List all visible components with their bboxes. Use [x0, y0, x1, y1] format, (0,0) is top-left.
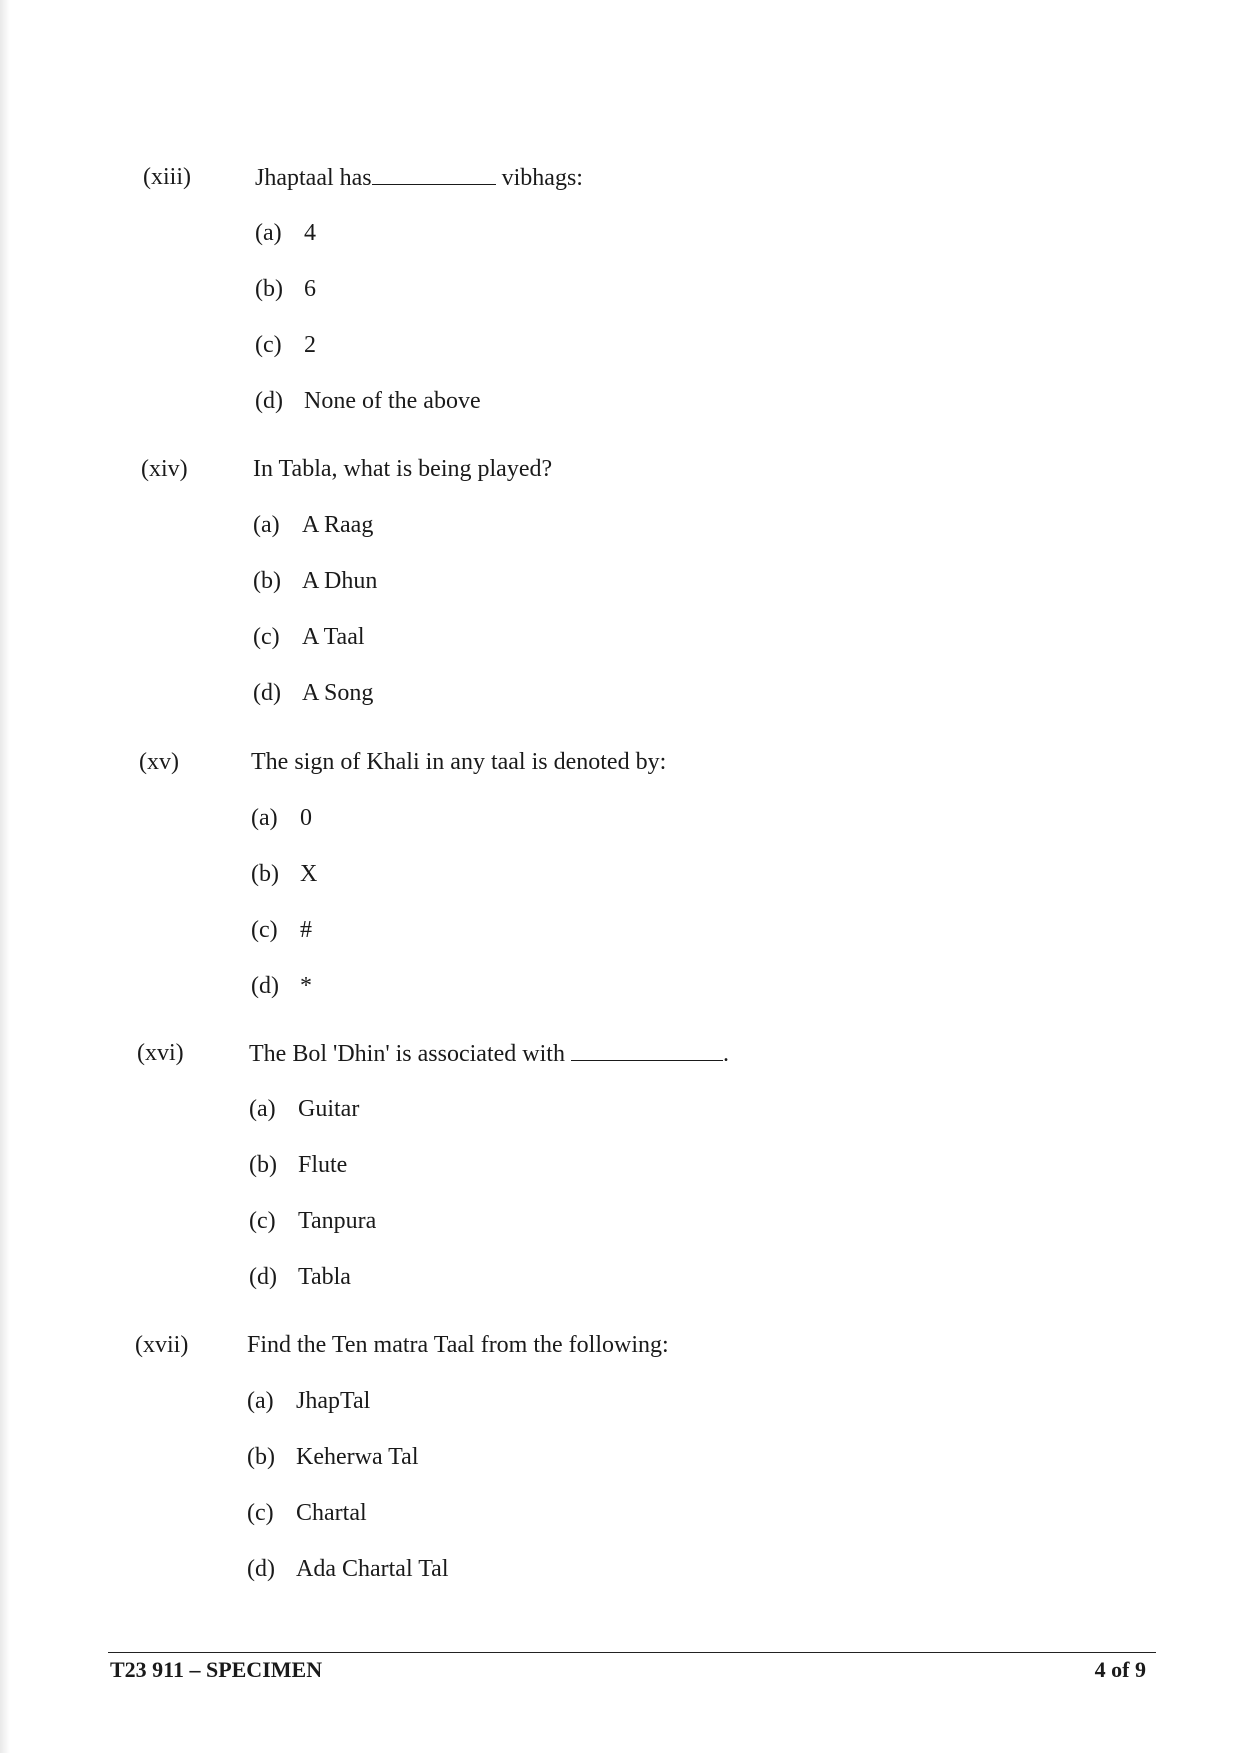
- option-text: A Taal: [302, 624, 365, 650]
- option-letter: (a): [247, 1388, 274, 1414]
- question-text-after: vibhags:: [501, 165, 583, 191]
- option-letter: (b): [247, 1444, 275, 1470]
- option-text: Ada Chartal Tal: [296, 1556, 449, 1582]
- option-text: #: [300, 917, 312, 943]
- option-letter: (b): [251, 861, 279, 887]
- option-text: A Song: [302, 680, 374, 706]
- option-letter: (a): [251, 805, 278, 831]
- question-text-before: Jhaptaal has: [255, 165, 372, 191]
- footer-page-number: 4 of 9: [1094, 1657, 1146, 1682]
- answer-blank: [372, 162, 496, 185]
- option-text: Keherwa Tal: [296, 1444, 419, 1470]
- scan-edge-shadow: [0, 0, 10, 1753]
- answer-blank: [571, 1038, 723, 1061]
- footer-divider: [108, 1652, 1156, 1653]
- option-letter: (d): [255, 388, 283, 414]
- option-letter: (c): [249, 1208, 276, 1234]
- option-letter: (c): [251, 917, 278, 943]
- option-text: X: [300, 861, 318, 887]
- question-number: (xv): [139, 749, 179, 775]
- option-text: A Dhun: [302, 568, 378, 594]
- option-letter: (b): [255, 276, 283, 302]
- option-text: 4: [304, 220, 316, 246]
- option-text: Flute: [298, 1152, 348, 1178]
- option-letter: (d): [251, 973, 279, 999]
- option-text: None of the above: [304, 388, 481, 414]
- question-number: (xvii): [135, 1332, 189, 1358]
- option-letter: (a): [253, 512, 280, 538]
- footer-paper-code: T23 911 – SPECIMEN: [110, 1657, 323, 1682]
- option-letter: (c): [253, 624, 280, 650]
- option-letter: (b): [253, 568, 281, 594]
- option-text: Chartal: [296, 1500, 367, 1526]
- option-text: 0: [300, 805, 312, 831]
- option-text: *: [300, 973, 312, 999]
- question-text-before: The Bol 'Dhin' is associated with: [249, 1041, 565, 1067]
- option-text: Guitar: [298, 1096, 360, 1122]
- question-number: (xvi): [137, 1040, 184, 1066]
- question-text: Find the Ten matra Taal from the following:: [247, 1332, 669, 1358]
- option-text: 6: [304, 276, 316, 302]
- option-letter: (a): [255, 220, 282, 246]
- option-letter: (d): [247, 1556, 275, 1582]
- question-text: [249, 1038, 729, 1069]
- option-text: Tabla: [298, 1264, 351, 1290]
- option-text: JhapTal: [296, 1388, 371, 1414]
- question-text: In Tabla, what is being played?: [253, 456, 553, 482]
- question-text-after: .: [722, 1041, 729, 1067]
- question-text: The sign of Khali in any taal is denoted by:: [251, 749, 667, 775]
- option-text: Tanpura: [298, 1208, 377, 1234]
- option-letter: (a): [249, 1096, 276, 1122]
- question-number: (xiii): [143, 164, 191, 190]
- option-letter: (d): [249, 1264, 277, 1290]
- question-text: [255, 162, 583, 193]
- option-letter: (b): [249, 1152, 277, 1178]
- option-text: 2: [304, 332, 316, 358]
- option-letter: (c): [255, 332, 282, 358]
- option-letter: (c): [247, 1500, 274, 1526]
- option-text: A Raag: [302, 512, 374, 538]
- option-letter: (d): [253, 680, 281, 706]
- question-number: (xiv): [141, 456, 188, 482]
